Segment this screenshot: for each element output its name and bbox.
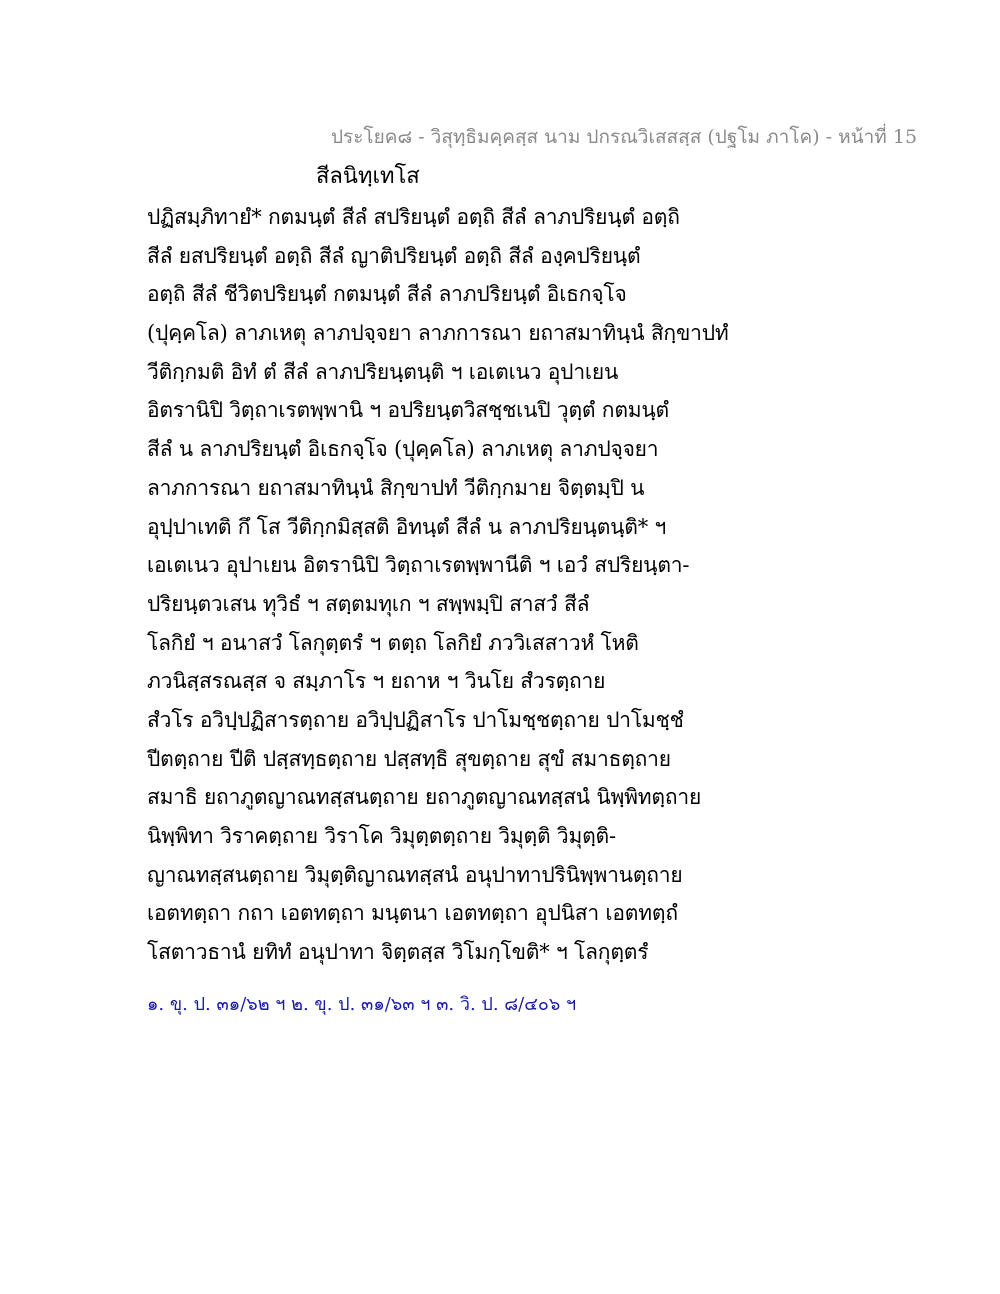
text-line: ปีตตฺถาย ปีติ ปสฺสทฺธตฺถาย ปสฺสทฺธิ สุขตฺถาย สุขํ สมาธตฺถาย <box>147 746 671 771</box>
text-line: สีลํ ยสปริยนฺตํ อตฺถิ สีลํ ญาติปริยนฺตํ อตฺถิ สีลํ องฺคปริยนฺตํ <box>147 243 641 268</box>
page-header <box>0 122 1000 152</box>
section-title: สีลนิทฺเทโส <box>316 164 420 189</box>
text-line: (ปุคฺคโล) ลาภเหตุ ลาภปจฺจยา ลาภการณา ยถาสมาทินฺนํ สิกฺขาปทํ <box>147 321 729 346</box>
text-line: ปริยนฺตวเสน ทุวิธํ ฯ สตฺตมทุเก ฯ สพฺพมฺปิ สาสวํ สีลํ <box>147 591 590 616</box>
body-text <box>147 198 729 972</box>
text-line: โสตาวธานํ ยทิทํ อนุปาทา จิตฺตสฺส วิโมกฺโขติ* ฯ โลกุตฺตรํ <box>147 940 649 965</box>
text-line: อุปฺปาเทติ กึ โส วีติกฺกมิสฺสติ อิทนฺตํ สีลํ น ลาภปริยนฺตนฺติ* ฯ <box>147 514 667 539</box>
text-line: อิตรานิปิ วิตฺถาเรตพฺพานิ ฯ อปริยนฺตวิสชฺชเนปิ วุตฺตํ กตมนฺตํ <box>147 398 669 423</box>
page-header-text: ประโยค๘ - วิสุทฺธิมคฺคสฺส นาม ปกรณวิเสสสฺส (ปฐโม ภาโค) - หน้าที่ 15 <box>330 126 918 148</box>
text-line: อตฺถิ สีลํ ชีวิตปริยนฺตํ กตมนฺตํ สีลํ ลาภปริยนฺตํ อิเธกจฺโจ <box>147 282 627 307</box>
text-line: สีลํ น ลาภปริยนฺตํ อิเธกจฺโจ (ปุคฺคโล) ลาภเหตุ ลาภปจฺจยา <box>147 437 659 462</box>
text-line: ภวนิสฺสรณสฺส จ สมฺภาโร ฯ ยถาห ฯ วินโย สํวรตฺถาย <box>147 669 606 694</box>
text-line: เอตทตฺถา กถา เอตทตฺถา มนฺตนา เอตทตฺถา อุปนิสา เอตทตฺถํ <box>147 901 678 926</box>
text-line: วีติกฺกมติ อิทํ ตํ สีลํ ลาภปริยนฺตนฺติ ฯ เอเตเนว อุปาเยน <box>147 359 619 384</box>
text-line: นิพฺพิทา วิราคตฺถาย วิราโค วิมุตฺตตฺถาย วิมุตฺติ วิมุตฺติ- <box>147 824 616 848</box>
text-line: ลาภการณา ยถาสมาทินฺนํ สิกฺขาปทํ วีติกฺกมาย จิตฺตมฺปิ น <box>147 475 645 500</box>
text-line: ญาณทสฺสนตฺถาย วิมุตฺติญาณทสฺสนํ อนุปาทาปรินิพฺพานตฺถาย <box>147 862 683 887</box>
text-line: สมาธิ ยถาภูตญาณทสฺสนตฺถาย ยถาภูตญาณทสฺสนํ นิพฺพิทตฺถาย <box>147 785 702 810</box>
text-line: ปฏิสมฺภิทายํ* กตมนฺตํ สีลํ สปริยนฺตํ อตฺถิ สีลํ ลาภปริยนฺตํ อตฺถิ <box>147 205 680 229</box>
text-line: สํวโร อวิปฺปฏิสารตฺถาย อวิปฺปฏิสาโร ปาโมชฺชตฺถาย ปาโมชฺชํ <box>147 707 684 732</box>
text-line: เอเตเนว อุปาเยน อิตรานิปิ วิตฺถาเรตพฺพานีติ ฯ เอวํ สปริยนฺตา- <box>147 553 690 578</box>
text-line: โลกิยํ ฯ อนาสวํ โลกุตฺตรํ ฯ ตตฺถ โลกิยํ ภววิเสสาวหํ โหติ <box>147 630 639 655</box>
footnote: ๑. ขุ. ป. ๓๑/๖๒ ฯ ๒. ขุ. ป. ๓๑/๖๓ ฯ ๓. วิ. ป. ๘/๔๐๖ ฯ <box>147 994 577 1015</box>
